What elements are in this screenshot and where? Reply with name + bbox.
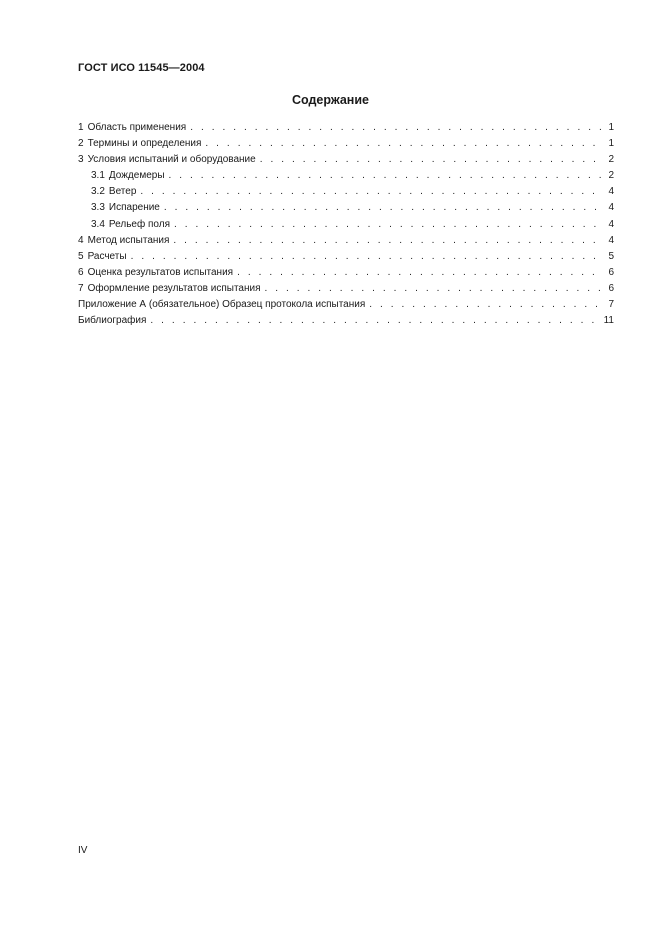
toc-entry-page: 2 bbox=[608, 154, 614, 166]
toc-entry[interactable] bbox=[78, 281, 614, 297]
toc-entry-label: Испарение bbox=[108, 202, 160, 214]
toc-leader-dots bbox=[190, 120, 603, 136]
toc-leader-dots bbox=[260, 152, 603, 168]
toc-entry[interactable] bbox=[78, 136, 614, 152]
toc-entry-number: 1 bbox=[78, 122, 84, 133]
toc-entry-page: 4 bbox=[608, 218, 614, 230]
toc-entry-label: Область применения bbox=[87, 122, 187, 133]
toc-entry-page: 1 bbox=[608, 138, 614, 150]
toc-entry-page: 4 bbox=[608, 202, 614, 214]
toc-entry-bibliography[interactable] bbox=[78, 313, 614, 329]
table-of-contents bbox=[78, 120, 614, 329]
toc-subentry[interactable] bbox=[78, 168, 614, 184]
toc-entry-label: Приложение А (обязательное) Образец протокола испытания bbox=[78, 299, 366, 311]
toc-leader-dots bbox=[205, 136, 603, 152]
toc-entry-label: Ветер bbox=[108, 186, 137, 198]
toc-leader-dots bbox=[369, 297, 603, 313]
toc-entry[interactable] bbox=[78, 233, 614, 249]
toc-leader-dots bbox=[265, 281, 603, 297]
toc-entry-label: Условия испытаний и оборудование bbox=[87, 154, 256, 166]
toc-leader-dots bbox=[174, 217, 603, 233]
toc-entry-page: 1 bbox=[608, 122, 614, 133]
toc-entry-page: 2 bbox=[608, 170, 614, 182]
toc-entry-number: 7 bbox=[78, 282, 84, 294]
toc-subentry[interactable] bbox=[78, 184, 614, 200]
toc-entry[interactable] bbox=[78, 249, 614, 265]
toc-entry-page: 7 bbox=[608, 299, 614, 311]
toc-leader-dots bbox=[237, 265, 603, 281]
toc-entry[interactable] bbox=[78, 120, 614, 136]
toc-entry-label: Рельеф поля bbox=[108, 218, 170, 230]
toc-entry-label: Термины и определения bbox=[87, 138, 202, 150]
toc-entry-page: 4 bbox=[608, 186, 614, 198]
toc-entry-appendix[interactable] bbox=[78, 297, 614, 313]
toc-leader-dots bbox=[173, 233, 603, 249]
page-number: IV bbox=[78, 845, 88, 856]
toc-entry-page: 11 bbox=[603, 315, 614, 327]
toc-entry-label: Расчеты bbox=[87, 250, 127, 262]
toc-entry-label: Оценка результатов испытания bbox=[87, 266, 234, 278]
toc-leader-dots bbox=[169, 168, 603, 184]
toc-entry-label: Метод испытания bbox=[87, 234, 170, 246]
toc-leader-dots bbox=[131, 249, 603, 265]
toc-entry-page: 6 bbox=[608, 282, 614, 294]
toc-entry-number: 5 bbox=[78, 250, 84, 262]
toc-entry-number: 3.1 bbox=[91, 170, 105, 182]
toc-entry-page: 5 bbox=[608, 250, 614, 262]
toc-leader-dots bbox=[164, 200, 603, 216]
toc-title: Содержание bbox=[291, 93, 369, 107]
toc-entry-number: 4 bbox=[78, 234, 84, 246]
toc-entry-label: Дождемеры bbox=[108, 170, 165, 182]
toc-entry[interactable] bbox=[78, 265, 614, 281]
toc-entry-number: 3.4 bbox=[91, 218, 105, 230]
document-code: ГОСТ ИСО 11545—2004 bbox=[78, 62, 205, 74]
toc-subentry[interactable] bbox=[78, 200, 614, 216]
toc-leader-dots bbox=[150, 313, 600, 329]
toc-entry-number: 3.3 bbox=[91, 202, 105, 214]
toc-entry-page: 4 bbox=[608, 234, 614, 246]
toc-entry[interactable] bbox=[78, 152, 614, 168]
toc-entry-number: 3.2 bbox=[91, 186, 105, 198]
toc-entry-number: 6 bbox=[78, 266, 84, 278]
toc-entry-label: Оформление результатов испытания bbox=[87, 282, 261, 294]
toc-entry-number: 3 bbox=[78, 154, 84, 166]
toc-leader-dots bbox=[140, 184, 603, 200]
toc-subentry[interactable] bbox=[78, 217, 614, 233]
toc-entry-number: 2 bbox=[78, 138, 84, 150]
toc-entry-page: 6 bbox=[608, 266, 614, 278]
toc-entry-label: Библиография bbox=[78, 315, 147, 327]
